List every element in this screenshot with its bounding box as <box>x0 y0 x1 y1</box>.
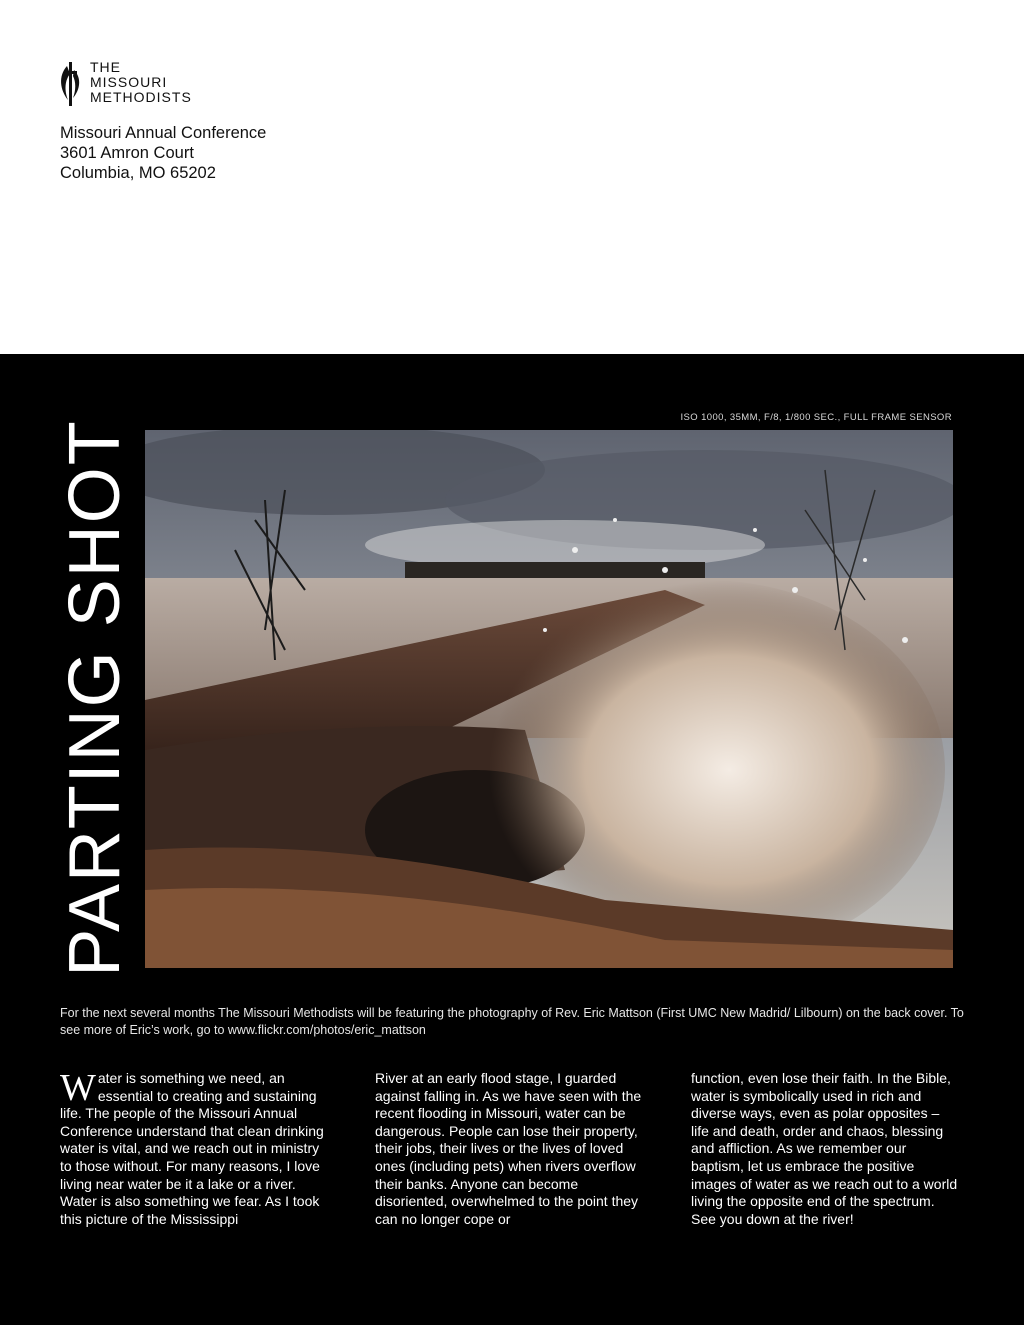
logo-line-2: MISSOURI <box>90 74 168 90</box>
mailing-panel <box>0 0 1024 354</box>
cross-and-flame-icon <box>58 60 84 108</box>
section-title <box>55 418 135 977</box>
article-column-3: function, even lose their faith. In the Bible, water is symbolically used in rich and diverse ways, even as polar opposites – life and death, order and chaos, blessing and affliction. As we remember our baptism, let us embrace the positive images of water as we reach out to a world living the opposite end of the spectrum. See you down at the river! <box>691 1070 958 1227</box>
river-photo-image <box>145 430 953 968</box>
article-column-2: River at an early flood stage, I guarded against falling in. As we have seen with the recent flooding in Missouri, water can be dangerous. People can lose their property, their jobs, their lives or the lives of loved ones (including pets) when rivers overflow their banks. Anyone can become disoriented, overwhelmed to the point they can no longer cope or <box>375 1070 642 1227</box>
return-address <box>60 123 266 183</box>
section-title-text: PARTING SHOT <box>55 418 135 977</box>
address-line-3: Columbia, MO 65202 <box>60 164 216 182</box>
photo-exif: ISO 1000, 35MM, F/8, 1/800 SEC., FULL FRAME SENSOR <box>680 412 952 423</box>
logo-wordmark <box>90 60 192 105</box>
logo <box>58 60 238 108</box>
address-line-2: 3601 Amron Court <box>60 144 194 162</box>
river-photo <box>145 430 953 968</box>
drop-cap: W <box>60 1067 96 1109</box>
photo-caption: For the next several months The Missouri Methodists will be featuring the photography of Rev. Eric Mattson (First UMC New Madrid/ Lilbourn) on the back cover. To see more of Eric’s work, go to www.flickr.com/photos/eric_mattson <box>60 1006 964 1037</box>
logo-line-3: METHODISTS <box>90 89 192 105</box>
article-column-1-text: ater is something we need, an essential to creating and sustaining life. The people of the Missouri Annual Conference understand that clean drinking water is vital, and we reach out in ministry to those without. For many reasons, I love living near water be it a lake or a river. Water is also something we fear. As I took this picture of the Mississippi <box>60 1070 324 1227</box>
address-line-1: Missouri Annual Conference <box>60 124 267 142</box>
article-column-1 <box>60 1067 328 1228</box>
logo-line-1: THE <box>90 59 121 75</box>
